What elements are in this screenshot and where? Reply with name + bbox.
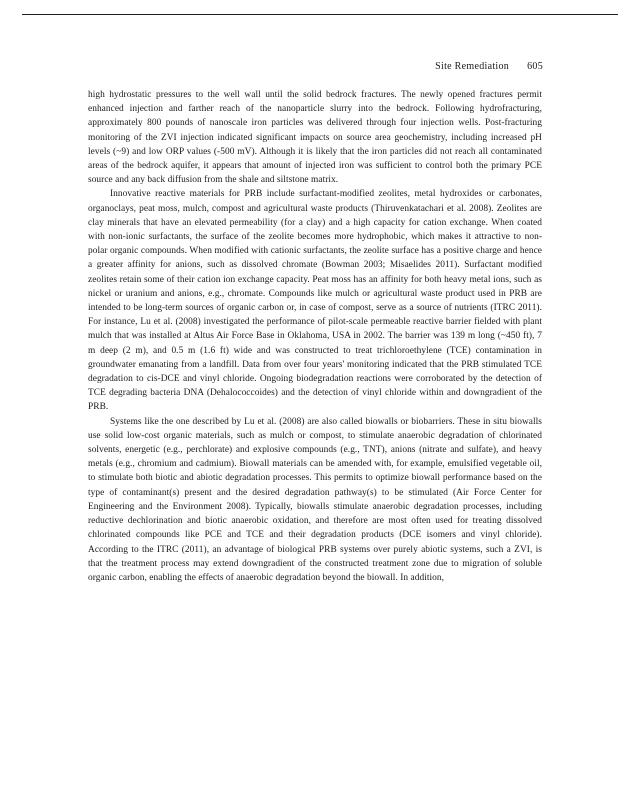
paragraph-hydrofracturing: high hydrostatic pressures to the well wall until the solid bedrock fractures. The newly opened fractures permit enhanced injection and farther reach of the nanoparticle slurry into the bedrock. Following hydrofracturing, approximately 800 pounds of nanoscale iron particles was delivered through four injection wells. Post-fracturing monitoring of the ZVI injection indicated significant impacts on source area geochemistry, including increased pH levels (~9) and low ORP values (-500 mV). Although it is likely that the iron particles did not reach all contaminated areas of the bedrock aquifer, it appears that amount of injected iron was sufficient to control both the primary PCE source and any back diffusion from the shale and siltstone matrix. <box>88 90 542 186</box>
body-text <box>88 88 542 585</box>
paragraph-reactive-materials: Innovative reactive materials for PRB include surfactant-modified zeolites, metal hydroxides or carbonates, organoclays, peat moss, mulch, compost and agricultural waste products (Thiruvenkatachari et al. 2008). Zeolites are clay minerals that have an elevated permeability (for a clay) and a high capacity for cation exchange. When coated with non-ionic surfactants, the surface of the zeolite becomes more hydrophobic, which makes it attractive to non-polar organic compounds. When modified with cationic surfactants, the zeolite surface has a positive charge and hence a greater affinity for anions, such as dissolved chromate (Bowman 2003; Misaelides 2011). Surfactant modified zeolites retain some of their cation ion exchange capacity. Peat moss has an affinity for both heavy metal ions, such as nickel or uranium and anions, e.g., chromate. Compounds like mulch or agricultural waste product used in PRB are intended to be long-term sources of organic carbon or, in case of compost, serve as a source of nutrients (ITRC 2011). For instance, Lu et al. (2008) investigated the performance of pilot-scale permeable reactive barrier fielded with plant mulch that was installed at Altus Air Force Base in Oklahoma, USA in 2002. The barrier was 139 m long (~450 ft), 7 m deep (2 m), and 0.5 m (1.6 ft) wide and was constructed to treat trichloroethylene (TCE) contamination in groundwater emanating from a landfill. Data from over four years' monitoring indicated that the PRB stimulated TCE degradation to cis-DCE and vinyl chloride. Ongoing biodegradation reactions were corroborated by the detection of TCE degrading bacteria DNA (Dehalococcoides) and the detection of vinyl chloride within and downgradient of the PRB. <box>88 189 542 413</box>
page-number: 605 <box>527 61 543 72</box>
paragraph-biowalls: Systems like the one described by Lu et al. (2008) are also called biowalls or biobarriers. These in situ biowalls use solid low-cost organic materials, such as mulch or compost, to stimulate anaerobic degradation of chlorinated solvents, energetic (e.g., perchlorate) and explosive compounds (e.g., TNT), anions (nitrate and sulfate), and heavy metals (e.g., chromium and cadmium). Biowall materials can be amended with, for example, emulsified vegetable oil, to stimulate both biotic and abiotic degradation processes. This permits to optimize biowall performance based on the type of contaminant(s) present and the desired degradation pathway(s) to be stimulated (Air Force Center for Engineering and the Environment 2008). Typically, biowalls stimulate anaerobic degradation processes, including reductive dechlorination and biotic anaerobic oxidation, and therefore are most often used for treating dissolved chlorinated compounds like PCE and TCE and their degradation products (DCE isomers and vinyl chloride). According to the ITRC (2011), an advantage of biological PRB systems over purely abiotic systems, such a ZVI, is that the treatment process may extend downgradient of the constructed treatment zone due to migration of soluble organic carbon, enabling the effects of anaerobic degradation beyond the biowall. In addition, <box>88 416 542 583</box>
header-rule <box>22 14 618 15</box>
running-head-title: Site Remediation <box>435 61 510 72</box>
running-head <box>360 61 543 72</box>
